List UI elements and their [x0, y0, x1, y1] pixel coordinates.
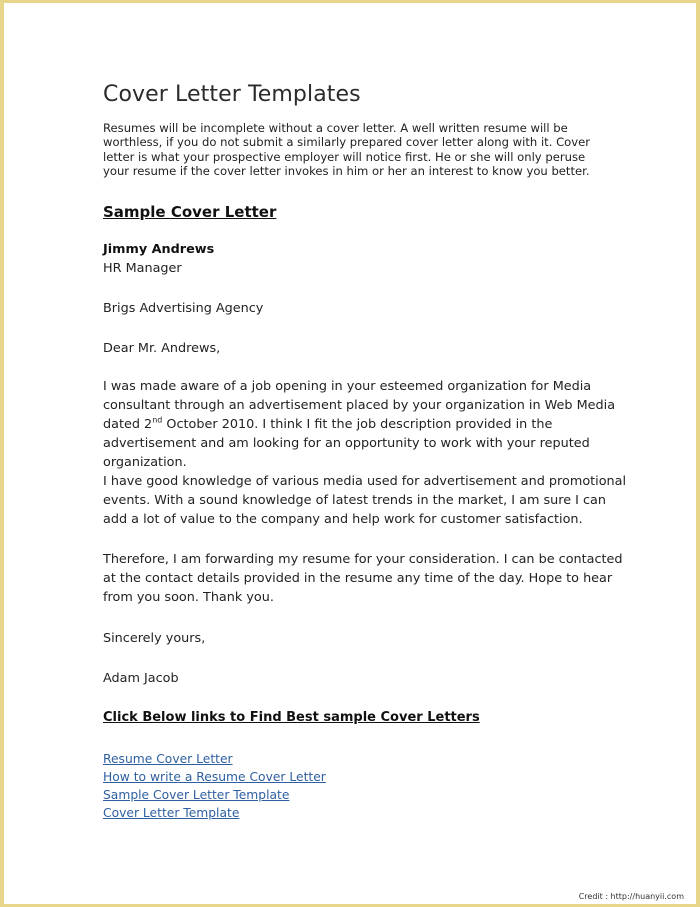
body-paragraph-1	[103, 377, 626, 529]
link-resume-cover-letter[interactable]: Resume Cover Letter	[103, 752, 233, 766]
salutation: Dear Mr. Andrews,	[103, 341, 221, 356]
date-prefix: dated 2	[103, 417, 153, 432]
body-line: add a lot of value to the company and help work for customer satisfaction.	[103, 512, 583, 527]
link-sample-cover-letter-template[interactable]: Sample Cover Letter Template	[103, 788, 290, 802]
date-ordinal-suffix: nd	[152, 415, 163, 425]
body-line: I have good knowledge of various media used for advertisement and promotional	[103, 474, 627, 489]
sample-cover-letter-heading: Sample Cover Letter	[103, 203, 277, 221]
recipient-title: HR Manager	[103, 261, 182, 276]
intro-line: letter is what your prospective employer will notice first. He or she will only peruse	[103, 149, 586, 164]
intro-paragraph	[103, 121, 603, 178]
body-line	[103, 415, 626, 434]
links-heading: Click Below links to Find Best sample Cover Letters	[103, 710, 480, 725]
body-line: at the contact details provided in the resume any time of the day. Hope to hear	[103, 571, 613, 586]
body-line: consultant through an advertisement placed by your organization in Web Media	[103, 398, 616, 413]
body-line: organization.	[103, 455, 187, 470]
link-cover-letter-template[interactable]: Cover Letter Template	[103, 806, 240, 820]
document-page	[4, 3, 696, 904]
intro-line: Resumes will be incomplete without a cover letter. A well written resume will be	[103, 121, 568, 135]
body-line: events. With a sound knowledge of latest trends in the market, I am sure I can	[103, 493, 607, 508]
intro-line: your resume if the cover letter invokes in him or her an interest to know you better.	[103, 163, 590, 178]
intro-line: worthless, if you do not submit a similarly prepared cover letter along with it. Cover	[103, 135, 591, 150]
date-suffix: October 2010. I think I fit the job description provided in the	[162, 417, 553, 432]
signature: Adam Jacob	[103, 671, 179, 686]
body-line: from you soon. Thank you.	[103, 590, 274, 605]
body-paragraph-2	[103, 550, 623, 607]
company-name: Brigs Advertising Agency	[103, 301, 264, 316]
body-line: I was made aware of a job opening in your esteemed organization for Media	[103, 379, 592, 394]
closing: Sincerely yours,	[103, 631, 206, 646]
recipient-name: Jimmy Andrews	[103, 242, 215, 257]
page-title: Cover Letter Templates	[103, 82, 361, 107]
body-line: Therefore, I am forwarding my resume for your consideration. I can be contacted	[103, 552, 623, 567]
link-how-to-write-resume-cover-letter[interactable]: How to write a Resume Cover Letter	[103, 770, 326, 784]
image-credit: Credit : http://huanyii.com	[578, 892, 684, 901]
links-list	[103, 750, 326, 822]
body-line: advertisement and am looking for an opportunity to work with your reputed	[103, 436, 590, 451]
